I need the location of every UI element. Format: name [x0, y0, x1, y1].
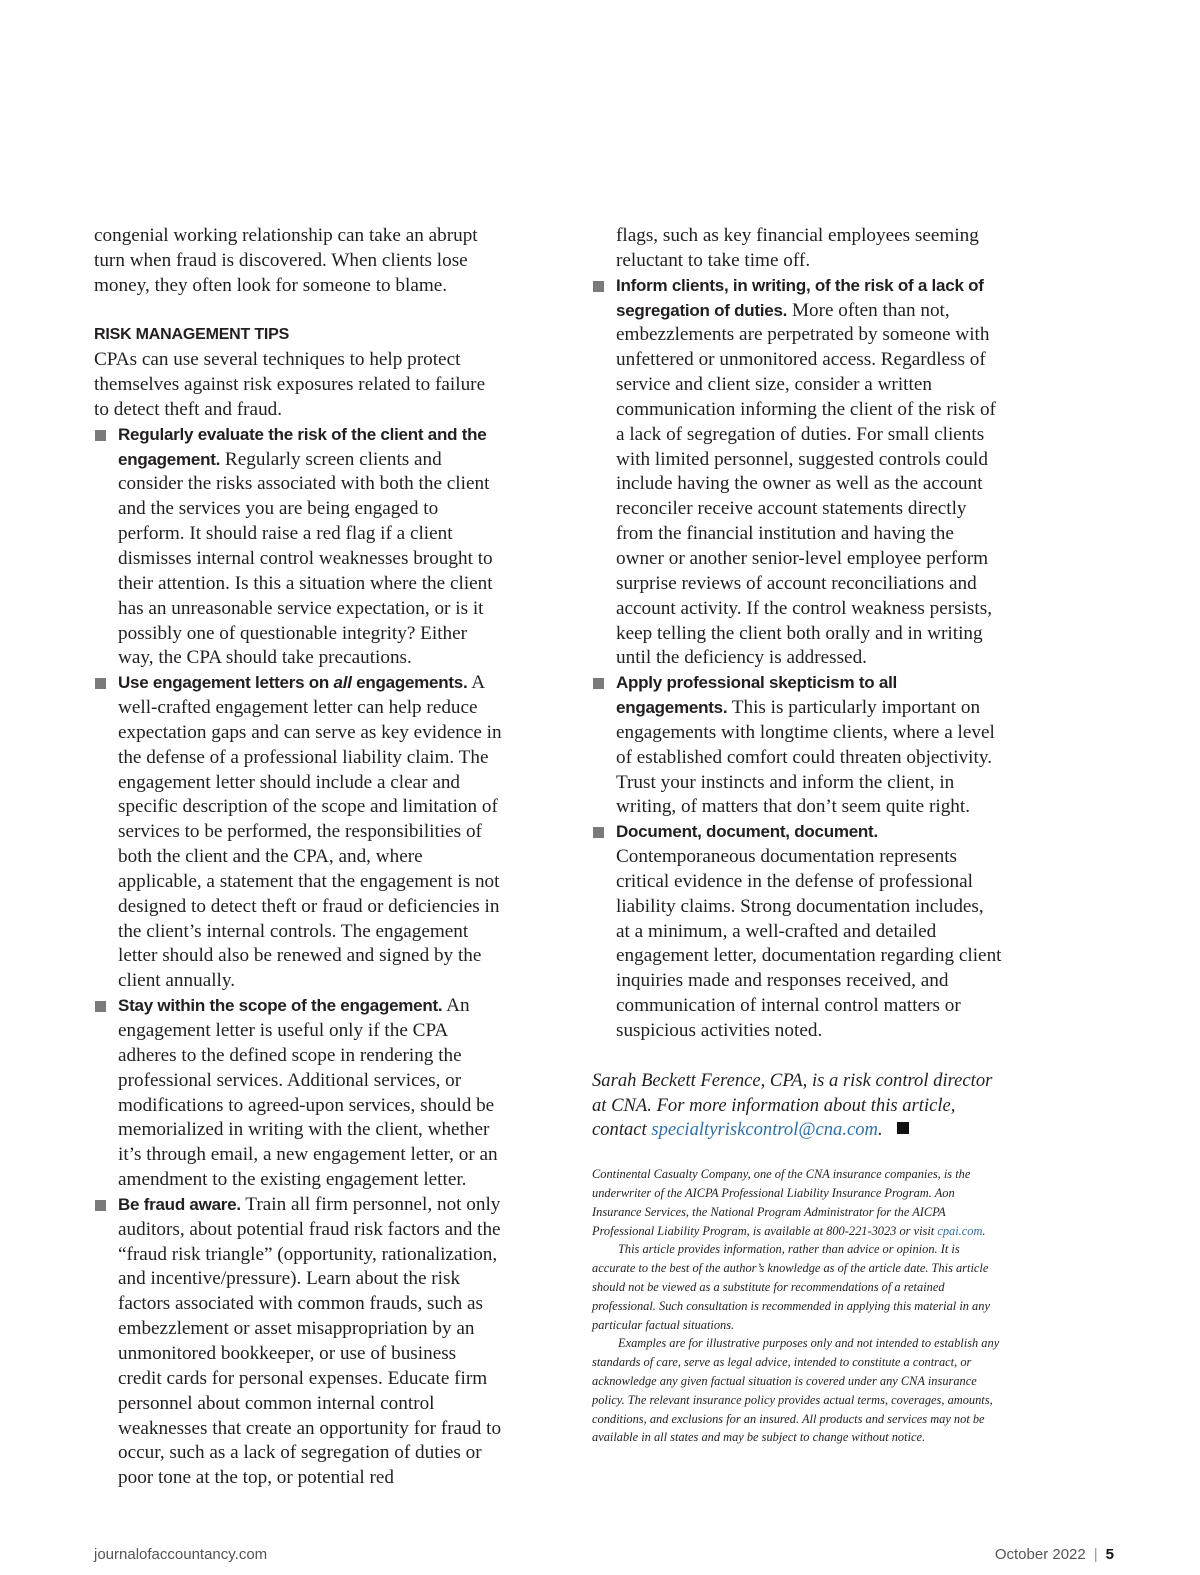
tip-lead: Inform clients, in writing, of the risk of a lack of segregation of duties. [616, 275, 984, 320]
intro-paragraph: congenial working relationship can take an abrupt turn when fraud is discovered. When clients lose money, they often look for someone to blame. [94, 225, 478, 296]
tip-lead-part: engagements. [351, 673, 468, 693]
bio-end: . [877, 1119, 883, 1141]
tip-text: Contemporaneous documentation represents critical evidence in the defense of professional liability claims. Strong documentation includes, at a minimum, a well-crafted and detailed engagement letter, documentation regarding client inquiries made and responses received, and communication of internal control matters or suspicious activities noted. [616, 846, 1002, 1041]
tip-documentation [592, 820, 1002, 1044]
disclaimer-information: This article provides information, rather than advice or opinion. It is accurate to the best of the author’s knowledge as of the article date. This article should not be viewed as a substitute for recommendations of a retained professional. Such consultation is recommended in applying this material in any particular factual situations. [592, 1242, 990, 1332]
footer-date: October 2022 [994, 1546, 1086, 1563]
bullet-square-icon [95, 1200, 106, 1211]
author-email-link[interactable]: specialtyriskcontrol@cna.com [651, 1119, 878, 1141]
tip-lead: Apply professional skepticism to all engagements. [616, 673, 898, 718]
tip-segregation [592, 274, 1002, 672]
tip-engagement-letters [94, 671, 504, 994]
bullet-square-icon [593, 678, 604, 689]
right-column [592, 224, 1002, 1447]
tip-continuation: flags, such as key financial employees seeming reluctant to take time off. [616, 225, 979, 271]
page-number: 5 [1105, 1546, 1114, 1563]
cpai-link[interactable]: cpai.com [937, 1223, 983, 1238]
footer-issue [995, 1546, 1114, 1563]
disclaimer-end: . [982, 1223, 986, 1238]
tip-skepticism [592, 671, 1002, 820]
tip-fraud-aware [94, 1193, 504, 1491]
bio-text: Sarah Beckett Ference, CPA, is a risk control director at CNA. For more information about this article, contact [592, 1069, 993, 1141]
end-of-article-icon [897, 1122, 909, 1134]
tip-lead: Document, document, document. [616, 822, 878, 842]
author-bio [592, 1069, 1002, 1144]
tip-lead: Be fraud aware. [118, 1194, 241, 1214]
bullet-square-icon [593, 827, 604, 838]
disclaimer-underwriter [592, 1165, 1002, 1240]
disclaimer-text: Continental Casualty Company, one of the CNA insurance companies, is the underwriter of the AICPA Professional Liability Insurance Program. Aon Insurance Services, the National Program Administrator for the AICPA Professional Liability Program, is available at 800-221-3023 or visit [592, 1167, 971, 1238]
tip-lead: Stay within the scope of the engagement. [118, 996, 443, 1016]
tip-text: Train all firm personnel, not only auditors, about potential fraud risk factors and the “fraud risk triangle” (opportunity, rationalization, and incentive/pressure). Learn about the risk factors associated with common frauds, such as embezzlement or asset misappropriation by an unmonitored bookkeeper, or use of business credit cards for personal expenses. Educate firm personnel about common internal control weaknesses that create an opportunity for fraud to occur, such as a lack of segregation of duties or poor tone at the top, or potential red [118, 1193, 502, 1489]
bullet-square-icon [95, 678, 106, 689]
tip-lead-emphasis: all [333, 673, 352, 693]
bullet-square-icon [593, 281, 604, 292]
tip-text: An engagement letter is useful only if the CPA adheres to the defined scope in rendering the professional services. Additional services, or modifications to agreed-upon services, should be memorialized in writing with the client, whether it’s through email, a new engagement letter, or an amendment to the existing engagement letter. [118, 995, 498, 1191]
tip-evaluate-risk [94, 423, 504, 671]
disclaimer-examples: Examples are for illustrative purposes only and not intended to establish any standards of care, serve as legal advice, intended to constitute a contract, or acknowledge any given factual situation is covered under any CNA insurance policy. The relevant insurance policy provides actual terms, coverages, amounts, conditions, and exclusions for an insured. All products and services may not be available in all states and may be subject to change without notice. [592, 1336, 1000, 1445]
tip-lead: Regularly evaluate the risk of the client and the engagement. [118, 424, 487, 469]
tip-text: More often than not, embezzlements are perpetrated by someone with unfettered or unmonitored access. Regardless of service and client size, consider a written communication informing the client of the risk of a lack of segregation of duties. For small clients with limited personnel, suggested controls could include having the owner as well as the account reconciler receive account statements directly from the financial institution and having the owner or another senior-level employee perform surprise reviews of account reconciliations and account activity. If the control weakness persists, keep telling the client both orally and in writing until the deficiency is addressed. [616, 299, 996, 669]
disclaimer [592, 1165, 1002, 1447]
section-intro: CPAs can use several techniques to help protect themselves against risk exposures related to failure to detect theft and fraud. [94, 349, 486, 420]
tip-text: A well-crafted engagement letter can help reduce expectation gaps and can serve as key evidence in the defense of a professional liability claim. The engagement letter should include a clear and specific description of the scope and limitation of services to be performed, the responsibilities of both the client and the CPA, and, where applicable, a statement that the engagement is not designed to detect theft or fraud or deficiencies in the client’s internal controls. The engagement letter should also be renewed and signed by the client annually. [118, 672, 502, 992]
footer-site: journalofaccountancy.com [94, 1546, 268, 1563]
footer-separator: | [1093, 1546, 1098, 1563]
tip-text: This is particularly important on engagements with longtime clients, where a level of established comfort could threaten objectivity. Trust your instincts and inform the client, in writing, of matters that don’t seem quite right. [616, 697, 995, 818]
tip-lead [118, 673, 467, 692]
tip-text: Regularly screen clients and consider the risks associated with both the client and the services you are being engaged to perform. It should raise a red flag if a client dismisses internal control weaknesses brought to their attention. Is this a situation where the client has an unreasonable service expectation, or is it possibly one of questionable integrity? Either way, the CPA should take precautions. [118, 448, 493, 669]
left-column [94, 224, 504, 1491]
tip-lead-part: Use engagement letters on [118, 673, 334, 693]
bullet-square-icon [95, 430, 106, 441]
section-heading: RISK MANAGEMENT TIPS [94, 326, 290, 344]
tip-scope [94, 994, 504, 1193]
bullet-square-icon [95, 1001, 106, 1012]
